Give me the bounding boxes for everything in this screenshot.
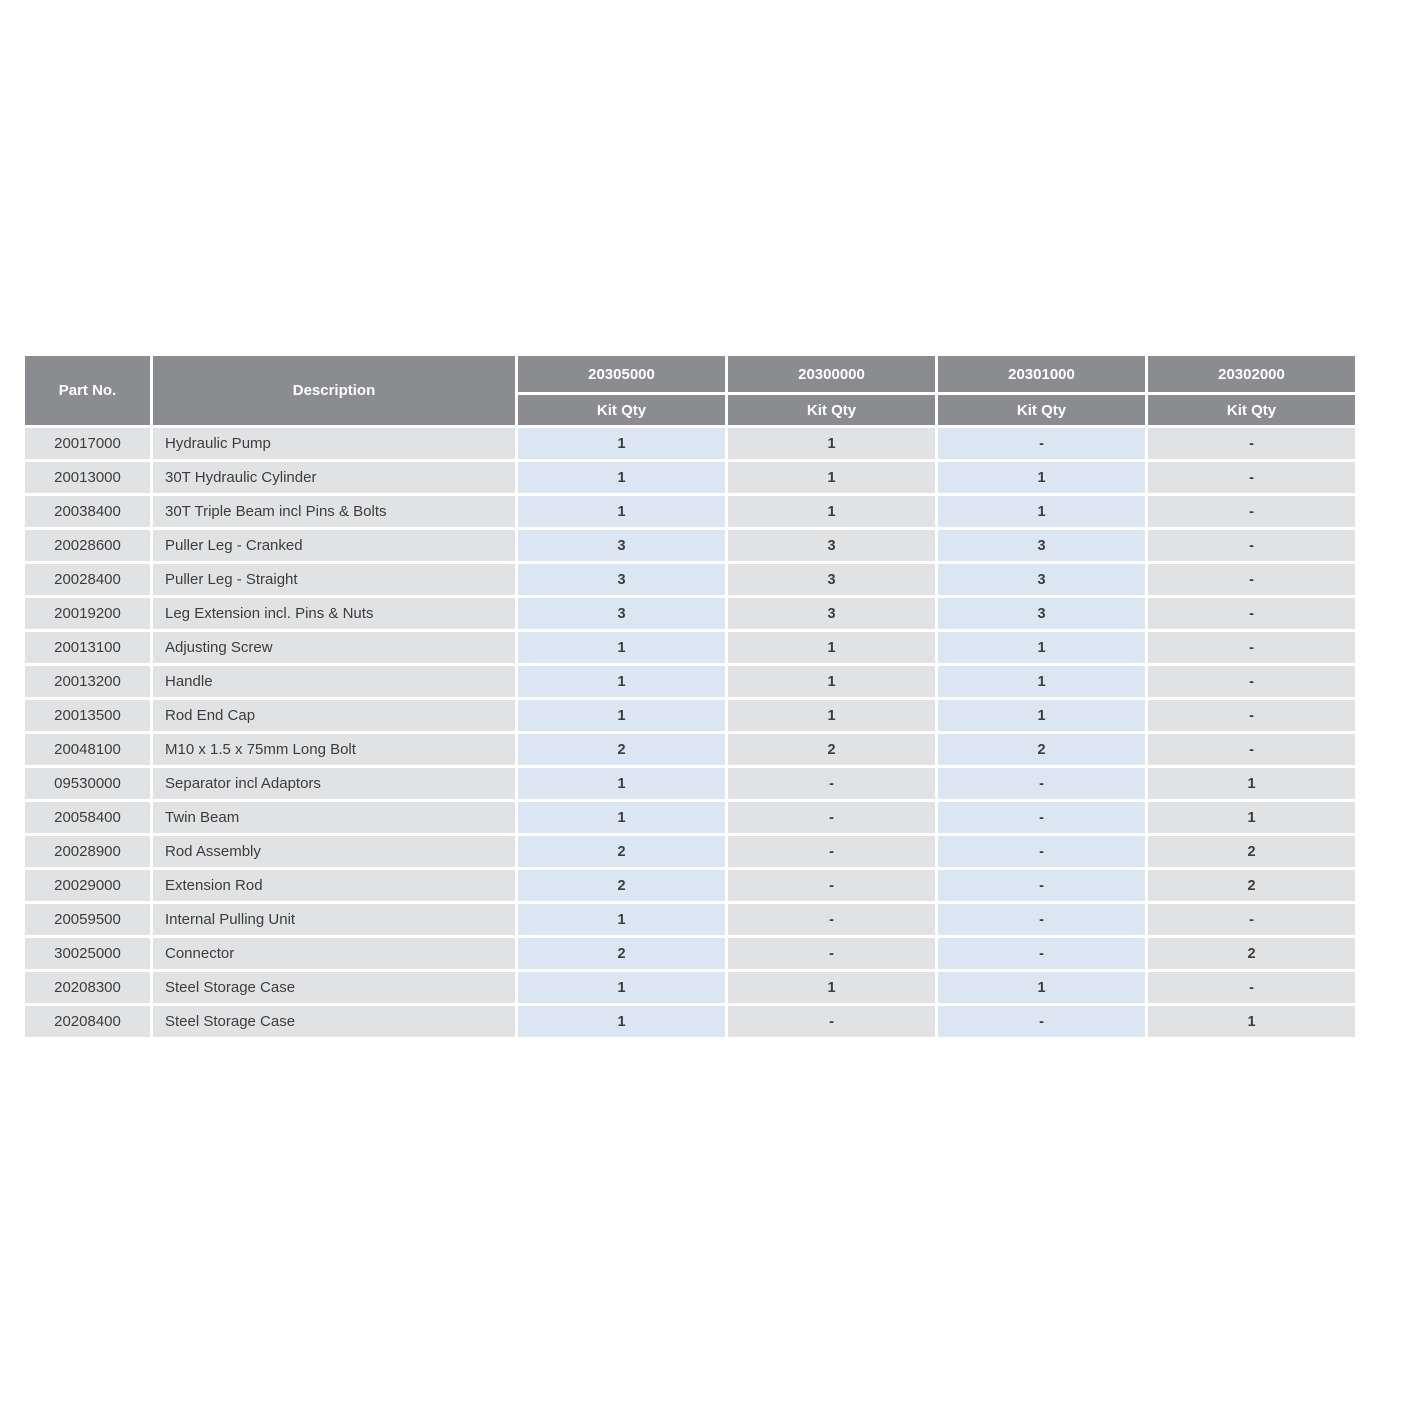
- kit-qty-cell: -: [1148, 428, 1355, 459]
- part-no-cell: 20038400: [25, 496, 150, 527]
- kit-qty-cell: 1: [518, 428, 725, 459]
- kit-qty-cell: -: [728, 870, 935, 901]
- description-cell: Handle: [153, 666, 515, 697]
- kit-qty-cell: -: [938, 836, 1145, 867]
- part-no-cell: 20017000: [25, 428, 150, 459]
- kit-qty-cell: 1: [518, 1006, 725, 1037]
- kit-qty-cell: 1: [518, 802, 725, 833]
- kit-qty-cell: 3: [938, 564, 1145, 595]
- kit-qty-cell: 3: [728, 598, 935, 629]
- table-row: [25, 734, 1355, 765]
- kit-qty-cell: 1: [518, 904, 725, 935]
- kit-qty-cell: 3: [728, 564, 935, 595]
- kit-qty-cell: -: [728, 1006, 935, 1037]
- kit-qty-cell: 1: [728, 666, 935, 697]
- header-kit-20305000: 20305000: [518, 356, 725, 392]
- header-kit-qty-1: Kit Qty: [518, 395, 725, 425]
- kit-qty-cell: 3: [518, 564, 725, 595]
- part-no-cell: 20013500: [25, 700, 150, 731]
- kit-qty-cell: -: [1148, 598, 1355, 629]
- parts-kit-table: [22, 353, 1358, 1040]
- description-cell: Connector: [153, 938, 515, 969]
- kit-qty-cell: 3: [518, 598, 725, 629]
- description-cell: M10 x 1.5 x 75mm Long Bolt: [153, 734, 515, 765]
- table-row: [25, 1006, 1355, 1037]
- part-no-cell: 20048100: [25, 734, 150, 765]
- description-cell: Internal Pulling Unit: [153, 904, 515, 935]
- table-row: [25, 972, 1355, 1003]
- description-cell: Twin Beam: [153, 802, 515, 833]
- table-row: [25, 904, 1355, 935]
- header-kit-qty-2: Kit Qty: [728, 395, 935, 425]
- kit-qty-cell: -: [1148, 972, 1355, 1003]
- part-no-cell: 20028600: [25, 530, 150, 561]
- table-row: [25, 496, 1355, 527]
- kit-qty-cell: 2: [1148, 938, 1355, 969]
- table-row: [25, 632, 1355, 663]
- kit-qty-cell: -: [1148, 496, 1355, 527]
- kit-qty-cell: 1: [518, 768, 725, 799]
- kit-qty-cell: 1: [938, 700, 1145, 731]
- kit-qty-cell: -: [1148, 530, 1355, 561]
- header-row-kit-numbers: [25, 356, 1355, 392]
- part-no-cell: 30025000: [25, 938, 150, 969]
- part-no-cell: 20029000: [25, 870, 150, 901]
- kit-qty-cell: -: [1148, 666, 1355, 697]
- kit-qty-cell: 2: [518, 938, 725, 969]
- table-row: [25, 428, 1355, 459]
- part-no-cell: 20013200: [25, 666, 150, 697]
- kit-qty-cell: -: [1148, 700, 1355, 731]
- description-cell: Extension Rod: [153, 870, 515, 901]
- kit-qty-cell: 3: [728, 530, 935, 561]
- description-cell: Hydraulic Pump: [153, 428, 515, 459]
- kit-qty-cell: -: [1148, 564, 1355, 595]
- table-row: [25, 802, 1355, 833]
- kit-qty-cell: 1: [1148, 1006, 1355, 1037]
- parts-kit-table-container: [22, 353, 1358, 1040]
- table-row: [25, 700, 1355, 731]
- header-kit-qty-3: Kit Qty: [938, 395, 1145, 425]
- kit-qty-cell: 2: [518, 734, 725, 765]
- kit-qty-cell: 2: [518, 870, 725, 901]
- kit-qty-cell: 1: [728, 428, 935, 459]
- part-no-cell: 09530000: [25, 768, 150, 799]
- part-no-cell: 20013100: [25, 632, 150, 663]
- header-kit-qty-4: Kit Qty: [1148, 395, 1355, 425]
- kit-qty-cell: 1: [1148, 802, 1355, 833]
- table-row: [25, 462, 1355, 493]
- kit-qty-cell: 1: [728, 972, 935, 1003]
- header-part-no: Part No.: [25, 356, 150, 425]
- part-no-cell: 20028900: [25, 836, 150, 867]
- part-no-cell: 20019200: [25, 598, 150, 629]
- kit-qty-cell: 3: [938, 598, 1145, 629]
- description-cell: Adjusting Screw: [153, 632, 515, 663]
- header-kit-20302000: 20302000: [1148, 356, 1355, 392]
- kit-qty-cell: -: [728, 836, 935, 867]
- kit-qty-cell: -: [728, 802, 935, 833]
- kit-qty-cell: 1: [728, 462, 935, 493]
- kit-qty-cell: 1: [1148, 768, 1355, 799]
- kit-qty-cell: 1: [938, 666, 1145, 697]
- kit-qty-cell: 1: [938, 972, 1145, 1003]
- kit-qty-cell: 1: [518, 632, 725, 663]
- kit-qty-cell: 1: [518, 700, 725, 731]
- description-cell: Leg Extension incl. Pins & Nuts: [153, 598, 515, 629]
- kit-qty-cell: -: [728, 768, 935, 799]
- kit-qty-cell: 2: [1148, 836, 1355, 867]
- header-description: Description: [153, 356, 515, 425]
- kit-qty-cell: 3: [518, 530, 725, 561]
- part-no-cell: 20028400: [25, 564, 150, 595]
- kit-qty-cell: -: [938, 1006, 1145, 1037]
- kit-qty-cell: -: [728, 938, 935, 969]
- kit-qty-cell: -: [1148, 734, 1355, 765]
- kit-qty-cell: 2: [728, 734, 935, 765]
- table-row: [25, 564, 1355, 595]
- table-row: [25, 598, 1355, 629]
- table-row: [25, 870, 1355, 901]
- kit-qty-cell: -: [938, 802, 1145, 833]
- part-no-cell: 20208300: [25, 972, 150, 1003]
- description-cell: Steel Storage Case: [153, 972, 515, 1003]
- kit-qty-cell: 1: [938, 632, 1145, 663]
- part-no-cell: 20013000: [25, 462, 150, 493]
- kit-qty-cell: 1: [518, 666, 725, 697]
- kit-qty-cell: 3: [938, 530, 1145, 561]
- description-cell: Puller Leg - Straight: [153, 564, 515, 595]
- table-row: [25, 530, 1355, 561]
- part-no-cell: 20059500: [25, 904, 150, 935]
- description-cell: Steel Storage Case: [153, 1006, 515, 1037]
- table-row: [25, 666, 1355, 697]
- kit-qty-cell: -: [938, 938, 1145, 969]
- kit-qty-cell: 2: [938, 734, 1145, 765]
- kit-qty-cell: 1: [938, 496, 1145, 527]
- kit-qty-cell: -: [938, 428, 1145, 459]
- kit-qty-cell: 1: [938, 462, 1145, 493]
- table-row: [25, 836, 1355, 867]
- kit-qty-cell: 1: [728, 632, 935, 663]
- kit-qty-cell: 1: [728, 496, 935, 527]
- kit-qty-cell: -: [938, 768, 1145, 799]
- part-no-cell: 20208400: [25, 1006, 150, 1037]
- description-cell: Rod Assembly: [153, 836, 515, 867]
- kit-qty-cell: -: [1148, 632, 1355, 663]
- kit-qty-cell: 1: [518, 462, 725, 493]
- kit-qty-cell: -: [938, 904, 1145, 935]
- description-cell: Rod End Cap: [153, 700, 515, 731]
- header-kit-20300000: 20300000: [728, 356, 935, 392]
- kit-qty-cell: 1: [518, 972, 725, 1003]
- description-cell: Puller Leg - Cranked: [153, 530, 515, 561]
- table-row: [25, 938, 1355, 969]
- kit-qty-cell: 2: [1148, 870, 1355, 901]
- kit-qty-cell: -: [938, 870, 1145, 901]
- header-kit-20301000: 20301000: [938, 356, 1145, 392]
- part-no-cell: 20058400: [25, 802, 150, 833]
- description-cell: 30T Triple Beam incl Pins & Bolts: [153, 496, 515, 527]
- description-cell: Separator incl Adaptors: [153, 768, 515, 799]
- kit-qty-cell: 2: [518, 836, 725, 867]
- kit-qty-cell: -: [1148, 462, 1355, 493]
- table-row: [25, 768, 1355, 799]
- kit-qty-cell: 1: [728, 700, 935, 731]
- kit-qty-cell: 1: [518, 496, 725, 527]
- kit-qty-cell: -: [728, 904, 935, 935]
- description-cell: 30T Hydraulic Cylinder: [153, 462, 515, 493]
- kit-qty-cell: -: [1148, 904, 1355, 935]
